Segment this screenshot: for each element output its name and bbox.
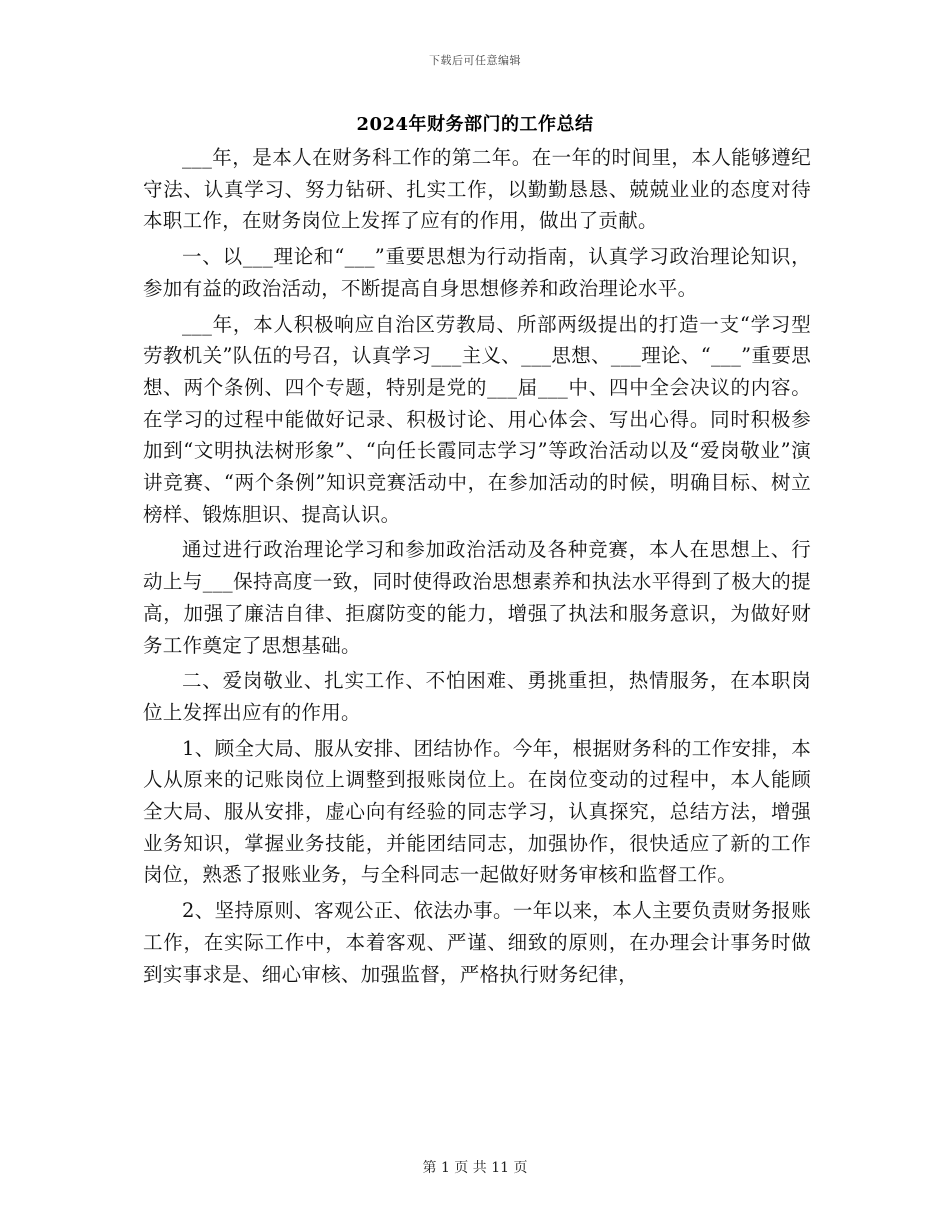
paragraph: 1、顾全大局、服从安排、团结协作。今年，根据财务科的工作安排，本人从原来的记账岗位上调整到报账岗位上。在岗位变动的过程中，本人能顾全大局、服从安排，虚心向有经验的同志学习，认真探究，总结方法，增强业务知识，掌握业务技能，并能团结同志，加强协作，很快适应了新的工作岗位，熟悉了报账业务，与全科同志一起做好财务审核和监督工作。 xyxy=(143,736,811,887)
page-footer: 第 1 页 共 11 页 xyxy=(422,1160,528,1176)
paragraph: 一、以___理论和“___”重要思想为行动指南，认真学习政治理论知识，参加有益的政治活动，不断提高自身思想修养和政治理论水平。 xyxy=(143,245,811,300)
download-note: 下载后可任意编辑 xyxy=(429,54,521,67)
paragraph: 2、坚持原则、客观公正、依法办事。一年以来，本人主要负责财务报账工作，在实际工作中，本着客观、严谨、细致的原则，在办理会计事务时做到实事求是、细心审核、加强监督，严格执行财务纪律， xyxy=(143,899,811,986)
paragraph: 二、爱岗敬业、扎实工作、不怕困难、勇挑重担，热情服务，在本职岗位上发挥出应有的作用。 xyxy=(143,669,811,724)
paragraph: ___年，是本人在财务科工作的第二年。在一年的时间里，本人能够遵纪守法、认真学习、努力钻研、扎实工作，以勤勤恳恳、兢兢业业的态度对待本职工作，在财务岗位上发挥了应有的作用，做出了贡献。 xyxy=(143,146,811,233)
paragraph: ___年，本人积极响应自治区劳教局、所部两级提出的打造一支“学习型劳教机关”队伍的号召，认真学习___主义、___思想、___理论、“___”重要思想、两个条例、四个专题，特别是党的___届___中、四中全会决议的内容。在学习的过程中能做好记录、积极讨论、用心体会、写出心得。同时积极参加到“文明执法树形象”、“向任长霞同志学习”等政治活动以及“爱岗敬业”演讲竞赛、“两个条例”知识竞赛活动中，在参加活动的时候，明确目标、树立榜样、锻炼胆识、提高认识。 xyxy=(143,312,811,526)
document-title: 2024年财务部门的工作总结 xyxy=(356,114,594,135)
document-body xyxy=(143,142,811,990)
paragraph: 通过进行政治理论学习和参加政治活动及各种竞赛，本人在思想上、行动上与___保持高度一致，同时使得政治思想素养和执法水平得到了极大的提高，加强了廉洁自律、拒腐防变的能力，增强了执法和服务意识，为做好财务工作奠定了思想基础。 xyxy=(143,538,811,657)
